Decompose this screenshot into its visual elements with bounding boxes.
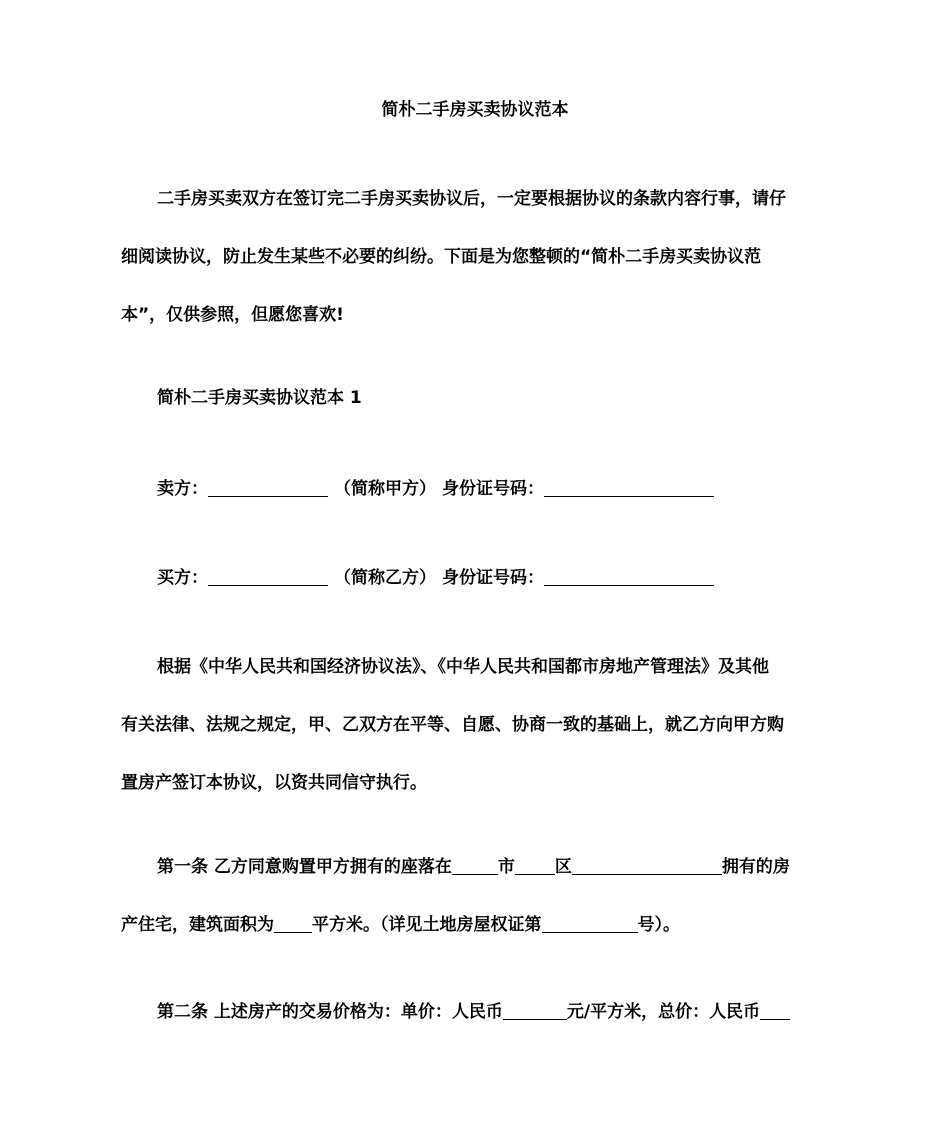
article-1-prefix: 第一条 乙方同意购置甲方拥有的座落在 xyxy=(157,857,452,877)
preamble-line-1: 根据《中华人民共和国经济协议法》、《中华人民共和国都市房地产管理法》及其他 xyxy=(157,657,769,677)
area-label: 产住宅，建筑面积为 xyxy=(121,915,274,935)
district-label: 区 xyxy=(554,857,572,877)
buyer-line-content xyxy=(121,549,831,607)
city-label: 市 xyxy=(497,857,515,877)
seller-name-blank xyxy=(208,478,328,497)
seller-alias: （简称甲方） xyxy=(334,479,436,499)
article-1-line-1 xyxy=(121,838,831,896)
buyer-line xyxy=(121,549,831,607)
section-heading-text: 简朴二手房买卖协议范本 1 xyxy=(157,388,362,408)
seller-line-content xyxy=(121,460,831,518)
buyer-alias: （简称乙方） xyxy=(334,568,436,588)
certificate-number-blank xyxy=(542,914,638,933)
certificate-suffix: 号）。 xyxy=(637,915,680,935)
intro-line-3: 本”，仅供参照，但愿您喜欢! xyxy=(121,305,344,325)
intro-paragraph xyxy=(121,170,831,344)
preamble-paragraph xyxy=(121,638,831,812)
seller-label: 卖方： xyxy=(157,479,208,499)
buyer-name-blank xyxy=(208,567,328,586)
owned-label: 拥有的房 xyxy=(721,857,790,877)
buyer-id-blank xyxy=(544,567,714,586)
preamble-line-3: 置房产签订本协议，以资共同信守执行。 xyxy=(121,773,427,793)
article-1-line-2 xyxy=(121,896,831,954)
article-2 xyxy=(121,983,831,1041)
unit-price-blank xyxy=(503,1001,567,1020)
area-unit-label: 平方米。（详见土地房屋权证第 xyxy=(312,915,542,935)
buyer-label: 买方： xyxy=(157,568,208,588)
area-blank xyxy=(274,914,312,933)
article-2-prefix: 第二条 上述房产的交易价格为：单价：人民币 xyxy=(157,1002,503,1022)
city-blank xyxy=(452,856,498,875)
total-price-blank xyxy=(760,1001,790,1020)
address-blank xyxy=(572,856,722,875)
article-1 xyxy=(121,838,831,954)
intro-line-1: 二手房买卖双方在签订完二手房买卖协议后，一定要根据协议的条款内容行事，请仔 xyxy=(157,189,786,209)
seller-line xyxy=(121,460,831,518)
preamble-line-2: 有关法律、法规之规定，甲、乙双方在平等、自愿、协商一致的基础上，就乙方向甲方购 xyxy=(121,715,784,735)
article-2-line-1 xyxy=(121,983,831,1041)
document-title: 简朴二手房买卖协议范本 xyxy=(381,100,569,120)
district-blank xyxy=(515,856,555,875)
intro-line-2: 细阅读协议，防止发生某些不必要的纠纷。下面是为您整顿的“简朴二手房买卖协议范 xyxy=(121,247,762,267)
seller-id-label: 身份证号码： xyxy=(442,479,544,499)
buyer-id-label: 身份证号码： xyxy=(442,568,544,588)
unit-price-label: 元/平方米，总价：人民币 xyxy=(566,1002,761,1022)
section-heading xyxy=(121,369,831,427)
seller-id-blank xyxy=(544,478,714,497)
